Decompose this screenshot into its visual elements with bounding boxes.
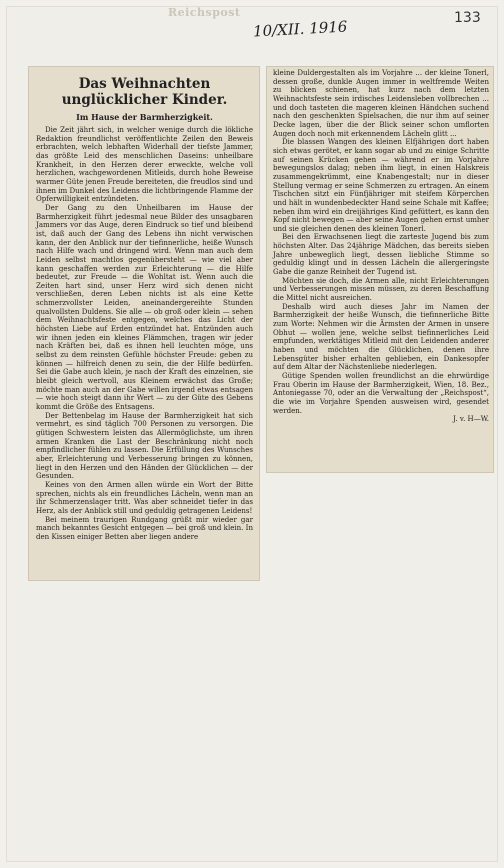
author-signature: J. v. H—W.: [453, 414, 489, 424]
masthead-faded: Reichspost: [168, 6, 241, 19]
paragraph: Keines von den Armen allen würde ein Wort der Bitte sprechen, nichts als ein freundliches Lächeln, wenn man an ihr Schmerzenslager tritt. Was aber schneidet tiefer in das Herz, als der Anblick still und geduldig getragenen Leidens!: [36, 479, 253, 515]
clipping-right-column: [266, 66, 494, 473]
paragraph: Bei den Erwachsenen liegt die zarteste Jugend bis zum höchsten Alter. Das 24jährige Mädchen, das bereits sieben Jahre unbeweglich liegt, dessen liebliche Stimme so geduldig klingt und in dessen Lächeln die allergeringste Gabe die ganze Reinheit der Tugend ist.: [273, 232, 489, 277]
archive-number: 133: [454, 10, 481, 26]
article-subtitle: Im Hause der Barmherzigkeit.: [76, 112, 213, 122]
clipping-left-column: [28, 66, 260, 581]
paragraph: Deshalb wird auch dieses Jahr im Namen der Barmherzigkeit der heiße Wunsch, die tiefinnerliche Bitte zum Worte: Nehmen wir die Ärmsten der Armen in unsere Obhut — wollen jene, welche selbst tiefinnerliches Leid empfunden, werktätiges Mitleid mit den Leidenden anderer haben und möchten die Glücklichen, denen ihre Lebensgüter bisher erhalten geblieben, ein Dankesopfer auf dem Altar der Nächstenliebe niederlegen.: [273, 301, 489, 372]
handwritten-date: 10/XII. 1916: [252, 17, 348, 41]
paragraph: kleine Duldergestalten als im Vorjahre ... der kleine Tonerl, dessen große, dunkle Augen immer in weltfremde Weiten zu blicken schienen, hat kurz nach dem letzten Weihnachtsfeste sein irdisches Leidensleben vollbrechen ... und doch tasteten die mageren kleinen Händchen suchend nach den geschenkten Spielsachen, die nur ihm auf seiner Decke lagen, über die der Blick seiner schon umflorten Augen doch noch mit erkennendem Lächeln glitt ...: [273, 68, 489, 138]
article-title: Das Weihnachten unglücklicher Kinder.: [61, 76, 228, 108]
paragraph: Die Zeit jährt sich, in welcher wenige durch die lökliche Redaktion freundlichst veröffentlichte Zeilen den Beweis erbrachten, welch lebhaften Widerhall der tiefste Jammer, das größte Leid des menschlichen Daseins: unheilbare Krankheit, in den Herzen derer erweckte, welche voll herzlichen, wachgewordenen Mitleids, durch hohe Beweise warmer Güte jenen Freude bereiteten, die freudlos sind und ihnen im Dunkel des Leidens die lichtbringende Flamme der Opferwilligkeit entzündeten.: [36, 125, 253, 204]
paragraph: Die blassen Wangen des kleinen Elfjährigen dort haben sich etwas gerötet, er kann sogar ab und zu einige Schritte auf seinen Krücken gehen — während er im Vorjahre bewegungslos dalag; neben ihm liegt, in einen Halskreis zusammengekrümmt, eine Knabengestalt; nur in dieser Stellung vermag er seine Schmerzen zu ertragen. An einem Tischchen sitzt ein Fünfjähriger mit steifem Körperchen und hält in wundenbedeckter Hand seine Schale mit Kaffee; neben ihm wird ein dreijähriges Kind gefüttert, es kann den Kopf nicht bewegen — aber seine Augen gehen ernst umher und sie gleichen denen des kleinen Tonerl.: [273, 137, 489, 233]
paragraph: Gütige Spenden wollen freundlichst an die ehrwürdige Frau Oberin im Hause der Barmherzigkeit, Wien, 18. Bez., Antoniegasse 70, oder an die Verwaltung der „Reichspost“, die wie im Vorjahre Spenden ausweisen wird, gesendet werden.: [273, 370, 489, 415]
paragraph: Der Bettenbelag im Hause der Barmherzigkeit hat sich vermehrt, es sind täglich 700 Personen zu versorgen. Die gütigen Schwestern leisten das Allermöglichste, um ihren armen Kranken die Last der Beschränkung nicht noch empfindlicher fühlen zu lassen. Die Erfüllung des Wunsches aber, Erleichterung und Verbesserung bringen zu können, liegt in den Herzen und den Händen der Glücklichen — der Gesunden.: [36, 410, 253, 481]
paragraph: Möchten sie doch, die Armen alle, nicht Erleichterungen und Verbesserungen missen müssen, zu deren Beschaffung die Mittel nicht ausreichen.: [273, 275, 489, 303]
paragraph: Bei meinem traurigen Rundgang grüßt mir wieder gar manch bekanntes Gesicht entgegen — bei groß und klein. In den Kissen einiger Betten aber liegen andere: [36, 514, 253, 541]
paragraph: Der Gang zu den Unheilbaren im Hause der Barmherzigkeit führt jedesmal neue Bilder des unsagbaren Jammers vor das Auge, deren Eindruck so tief und bleibend ist, daß auch der Gang des Lebens ihn nicht verwischen kann, der den Anblick nur der tiefinnerliche, heiße Wunsch nach Hilfe wach und dringend wird. Wenn man auch dem Leiden selbst machtlos gegenübersteht — wie viel aber kann geschaffen werden zur Erleichterung — die Hilfe bedeutet, zur Freude — die Wohltat ist. Wenn auch die Zeiten hart sind, unser Herz wird sich denen nicht verschließen, deren Leben nichts ist als eine Kette schmerzvollster Leiden, aneinandergereihte Stunden qualvollsten Duldens. Sie alle — ob groß oder klein — sehen dem Weihnachtsfeste entgegen, welches das Licht der höchsten Liebe auf Erden entzündet hat. Entzünden auch wir ihnen jeden ein kleines Flämmchen, tragen wir jeder nach Kräften bei, daß es ihnen hell leuchten möge, uns selbst zu dem reinsten Gefühle höchster Freude: geben zu können — hilfreich denen zu sein, die der Hilfe bedürfen. Sei die Gabe auch klein, je nach der Kraft des einzelnen, sie bleibt gleich wertvoll, aus Kleinem erwächst das Große; möchte man auch an der Gabe willen irgend etwas entsagen — wie hoch steigt dann ihr Wert — zu der Güte des Gebens kommt die Größe des Entsagens.: [36, 202, 253, 411]
